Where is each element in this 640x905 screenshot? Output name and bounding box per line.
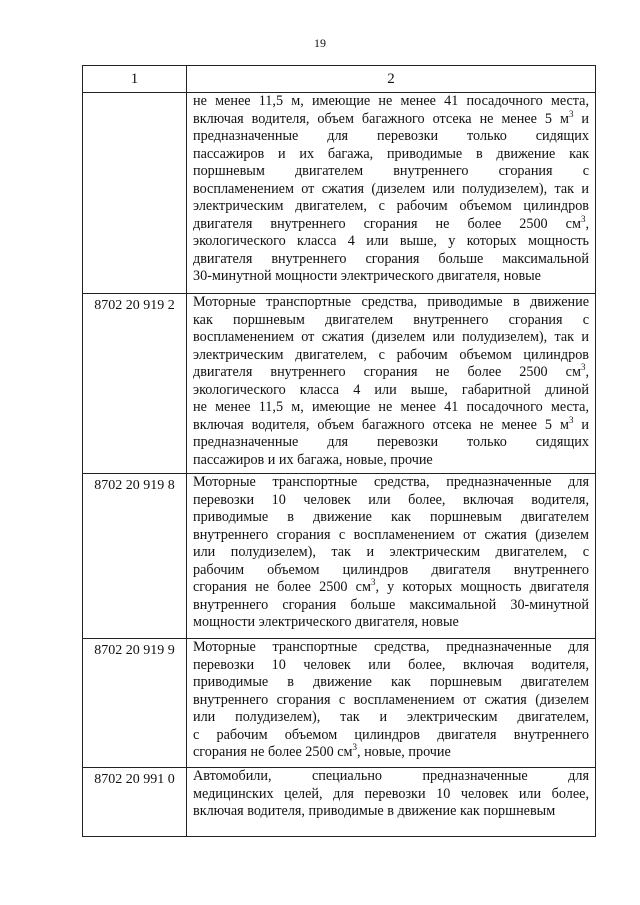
description-line: пассажиров и их багажа, новые, прочие	[193, 451, 433, 468]
description-line: рабочим объемом цилиндров двигателя внутреннего	[193, 561, 589, 578]
description-line: внутреннего сгорания с воспламенением от сжатия (дизелем	[193, 526, 589, 543]
description-line: мощности электрического двигателя, новые	[193, 614, 459, 630]
row-description	[187, 474, 596, 639]
row-description	[187, 768, 596, 837]
table-row	[83, 768, 596, 837]
column-header-description: 2	[187, 66, 596, 93]
description-line: двигателя внутреннего сгорания не более 2500 $см^3$,	[193, 362, 589, 380]
table-row	[83, 474, 596, 639]
description-line: электрическим двигателем, с рабочим объемом цилиндров	[193, 198, 589, 214]
description-line: воспламенением от сжатия (дизелем или полудизелем), так и	[193, 329, 589, 345]
table-row	[83, 93, 596, 294]
description-line: Автомобили, специально предназначенные для	[193, 768, 589, 784]
description-line: сгорания не более 2500 $см^3$, новые, прочие	[193, 742, 451, 760]
tariff-table	[82, 65, 596, 837]
row-description	[187, 294, 596, 474]
description-line: внутреннего сгорания больше максимальной 30-минутной	[193, 596, 589, 613]
row-code	[83, 93, 187, 294]
description-line: перевозки 10 человек или более, включая водителя,	[193, 491, 589, 508]
description-line: пассажиров и их багажа, приводимые в движение как	[193, 145, 589, 162]
description-line: Моторные транспортные средства, предназначенные для	[193, 474, 589, 490]
description-line: экологического класса 4 или выше, у которых мощность	[193, 233, 589, 249]
table-row	[83, 294, 596, 474]
description-line: включая водителя, объем багажного отсека не менее 5 $м^3$ и	[193, 414, 590, 433]
row-code: 8702 20 919 2	[83, 294, 187, 474]
description-line: не менее 11,5 м, имеющие не менее 41 посадочного места,	[193, 399, 589, 415]
description-line: сгорания не более 2500 $см^3$, у которых мощность двигателя	[193, 577, 589, 595]
description-line: с рабочим объемом цилиндров двигателя внутреннего	[193, 726, 589, 743]
description-line: предназначенные для перевозки только сидящих	[193, 128, 589, 144]
description-line: 30-минутной мощности электрического двигателя, новые	[193, 268, 541, 284]
description-line: двигателя внутреннего сгорания не более 2500 $см^3$,	[193, 213, 589, 232]
description-line: не менее 11,5 м, имеющие не менее 41 посадочного места,	[193, 93, 589, 109]
description-line: экологического класса 4 или выше, габаритной длиной	[193, 381, 589, 398]
description-line: перевозки 10 человек или более, включая водителя,	[193, 656, 589, 673]
row-code: 8702 20 919 9	[83, 639, 187, 768]
row-code: 8702 20 919 8	[83, 474, 187, 639]
description-line: или полудизелем), так и электрическим двигателем, с	[193, 544, 589, 560]
table-header-row	[83, 66, 596, 93]
description-line: включая водителя, объем багажного отсека не менее 5 $м^3$ и	[193, 108, 590, 127]
description-line: включая водителя, приводимые в движение как поршневым	[193, 803, 556, 819]
description-line: как поршневым двигателем внутреннего сгорания с	[193, 311, 589, 328]
description-line: двигателя внутреннего сгорания больше максимальной	[193, 250, 589, 267]
page-number: 19	[314, 36, 326, 50]
description-line: или полудизелем), так и электрическим двигателем,	[193, 709, 589, 725]
description-line: внутреннего сгорания с воспламенением от сжатия (дизелем	[193, 691, 589, 708]
description-line: приводимые в движение как поршневым двигателем	[193, 509, 589, 525]
description-line: воспламенением от сжатия (дизелем или полудизелем), так и	[193, 180, 589, 197]
description-line: поршневым двигателем внутреннего сгорания с	[193, 163, 589, 179]
description-line: электрическим двигателем, с рабочим объемом цилиндров	[193, 346, 589, 363]
description-line: Моторные транспортные средства, предназначенные для	[193, 639, 589, 655]
description-line: предназначенные для перевозки только сидящих	[193, 434, 589, 450]
description-line: приводимые в движение как поршневым двигателем	[193, 674, 589, 690]
row-code: 8702 20 991 0	[83, 768, 187, 837]
row-description	[187, 639, 596, 768]
table-row	[83, 639, 596, 768]
column-header-code: 1	[83, 66, 187, 93]
description-line: медицинских целей, для перевозки 10 человек или более,	[193, 785, 589, 802]
description-line: Моторные транспортные средства, приводимые в движение	[193, 294, 589, 310]
row-description	[187, 93, 596, 294]
